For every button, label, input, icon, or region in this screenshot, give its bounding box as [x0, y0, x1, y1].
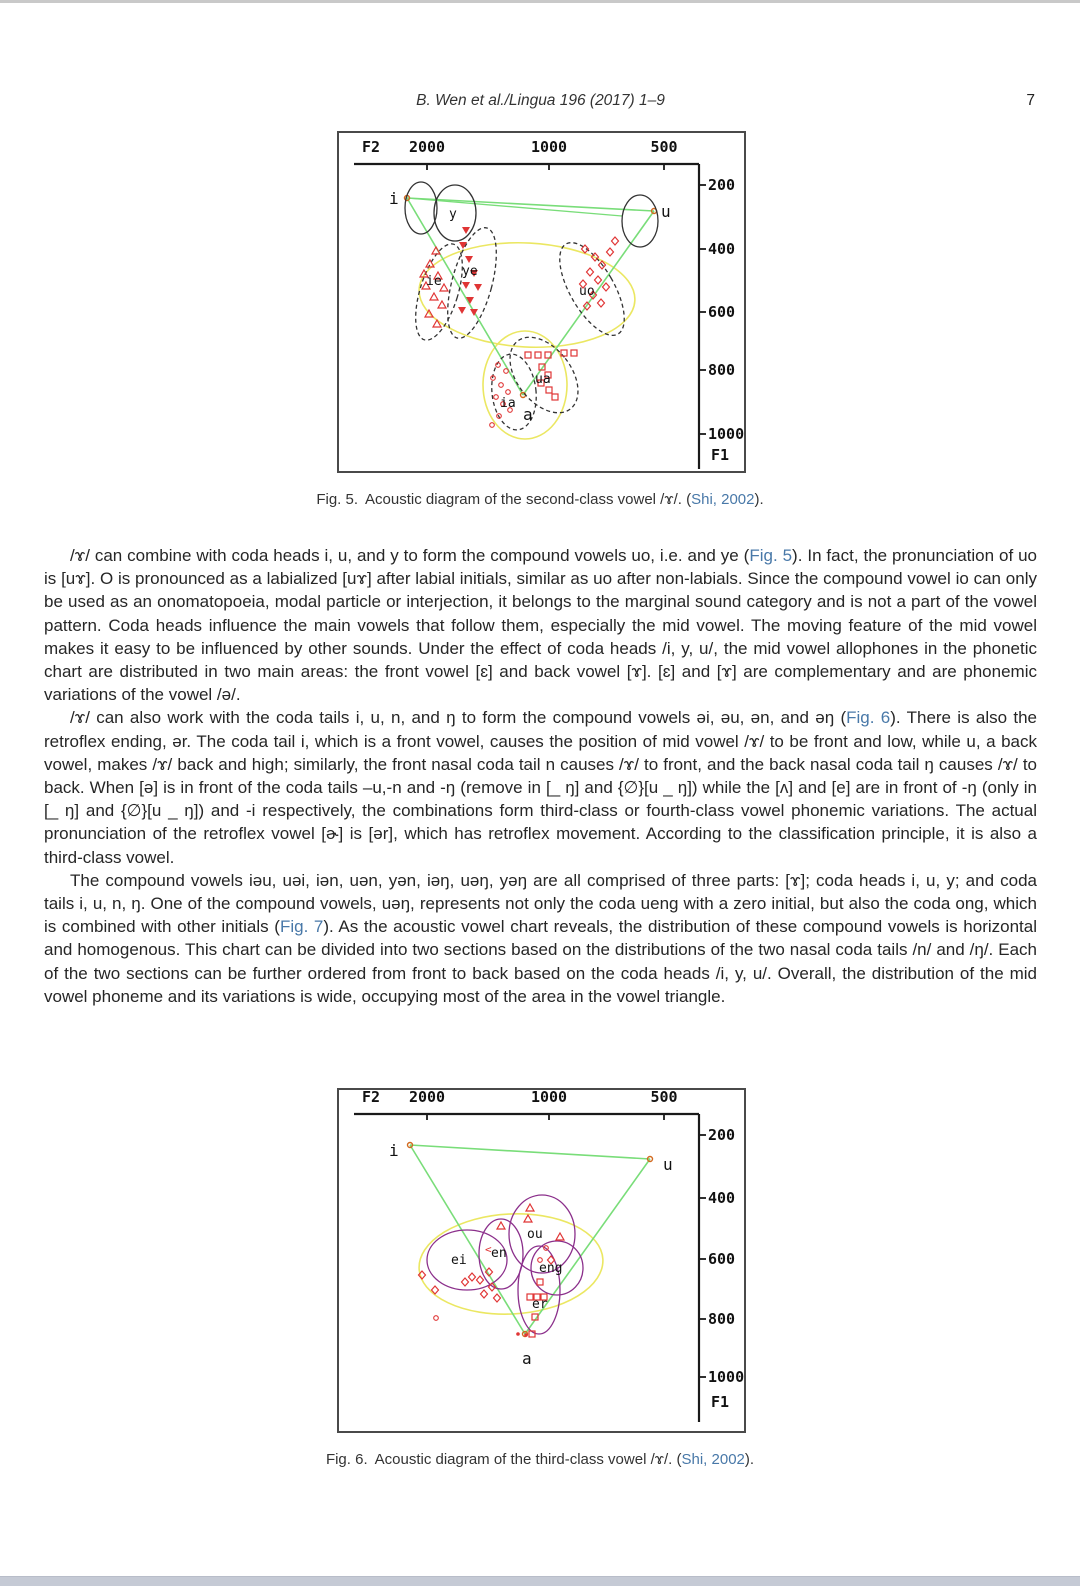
vowel-label-uo: uo	[579, 284, 595, 299]
vowel-label-en: en	[491, 1246, 507, 1261]
vowel-label-eng: eng	[539, 1261, 563, 1276]
vowel-label-ia: ia	[500, 396, 516, 411]
figure6-caption-label: Fig. 6.	[325, 1451, 368, 1468]
paragraph	[44, 544, 1037, 706]
vowel-label-ie: ie	[426, 274, 442, 289]
f2-axis-label: F2	[362, 138, 381, 156]
f1-axis	[699, 164, 744, 469]
vowel-label-ye: ye	[462, 264, 478, 279]
f2-axis	[354, 138, 699, 170]
f1-tick-label: 1000	[708, 1368, 744, 1386]
f1-tick-label: 200	[708, 1126, 736, 1144]
vowel-label-u: u	[661, 202, 671, 221]
paragraph	[44, 706, 1037, 868]
vowel-label-ei: ei	[451, 1253, 467, 1268]
article-text	[44, 544, 1037, 1008]
f1-axis	[699, 1114, 744, 1422]
f1-tick-label: 800	[708, 361, 736, 379]
vowel-label-i: i	[389, 1141, 399, 1160]
figure5	[337, 131, 746, 473]
vowel-label-er: er	[532, 1297, 548, 1312]
vowel-label-i: i	[389, 189, 399, 208]
paragraph	[44, 869, 1037, 1008]
body-text: /ɤ/ can combine with coda heads i, u, and y to form the compound vowels uo, i.e. and ye (	[70, 546, 750, 565]
f2-tick-label: 1000	[530, 1090, 568, 1106]
f2-axis	[354, 1090, 699, 1120]
f2-axis-label: F2	[362, 1090, 381, 1106]
f2-tick-label: 2000	[408, 1090, 446, 1106]
figure6-caption-citation-link[interactable]: Shi, 2002	[681, 1451, 745, 1468]
running-header	[44, 92, 1037, 112]
body-text: /ɤ/ can also work with the coda tails i, u, n, and ŋ to form the compound vowels əi, əu, ən, and əŋ (	[70, 708, 847, 728]
journal-header: B. Wen et al./Lingua 196 (2017) 1–9	[416, 92, 665, 109]
f2-tick-label: 1000	[530, 138, 568, 156]
figure5-caption-citation-link[interactable]: Shi, 2002	[691, 491, 755, 508]
vowel-label-a: a	[522, 1349, 532, 1368]
vowel-labels	[389, 1141, 673, 1368]
vowel-triangle	[405, 196, 657, 398]
vowel-label-ua: ua	[535, 372, 551, 387]
f1-tick-label: 600	[708, 1250, 736, 1268]
vowel-label-ou: ou	[527, 1227, 543, 1242]
top-border	[0, 0, 1080, 3]
f1-tick-label: 1000	[708, 425, 744, 443]
svg-text:<: <	[485, 1243, 492, 1256]
body-text: ). There is also the retroflex ending, ər. The coda tail i, which is a front vowel, causes the position of mid vowel /ɤ/ to be front and low, while u, a back vowel, makes /ɤ/ back and high; similarly, the front nasal coda tail n causes /ɤ/ to front, and the back nasal coda tail ŋ causes /ɤ/ to back. When [ə] is in front of the coda tails –u,-n and -ŋ (remove in [_ ŋ] and {∅}[u _ ŋ]) while the [ʌ] and [e] are in front of -ŋ (only in [_ ŋ] and {∅}[u _ ŋ]) and -i respectively, the combinations form third-class or fourth-class vowel phonemic variations. The actual pronunciation of the retroflex vowel [ɚ] is [ər], which has retroflex movement. According to the classification principle, it is also a third-class vowel.	[44, 708, 1037, 867]
figure5-caption-text: Acoustic diagram of the second-class vowel /ɤ/. (	[365, 491, 692, 508]
f1-tick-label: 400	[708, 1189, 736, 1207]
page-number: 7	[1026, 92, 1035, 109]
figure-reference-link[interactable]: Fig. 6	[846, 708, 891, 728]
yellow-group-ellipses	[417, 1209, 606, 1318]
f2-tick-label: 2000	[408, 138, 446, 156]
f1-tick-label: 800	[708, 1310, 736, 1328]
f2-tick-label: 500	[650, 1090, 678, 1106]
vowel-label-u: u	[663, 1155, 673, 1174]
figure5-caption-close: ).	[754, 491, 764, 508]
f1-tick-label: 200	[708, 176, 736, 194]
figure-reference-link[interactable]: Fig. 7	[279, 917, 324, 937]
vowel-labels	[389, 189, 671, 424]
vowel-label-y: y	[449, 207, 457, 222]
figure6-caption	[0, 1451, 1080, 1468]
figure5-diagram	[339, 133, 744, 471]
f2-tick-label: 500	[650, 138, 678, 156]
figure6-caption-close: ).	[744, 1451, 755, 1468]
f1-axis-label: F1	[711, 1393, 730, 1411]
vowel-label-a: a	[523, 405, 533, 424]
figure6-caption-text: Acoustic diagram of the third-class vowel /ɤ/. (	[374, 1451, 682, 1468]
figure-reference-link[interactable]: Fig. 5	[749, 546, 793, 565]
f1-tick-label: 400	[708, 240, 736, 258]
figure5-caption-label: Fig. 5.	[316, 491, 359, 508]
vowel-region-ellipses	[405, 182, 658, 432]
figure6-diagram	[339, 1090, 744, 1431]
body-text: ). In fact, the pronunciation of uo is [uɤ]. O is pronounced as a labialized [uɤ] after labial initials, similar as uo after non-labials. Since the compound vowel io can only be used as an onomatopoeia, modal particle or interjection, it belongs to the marginal sound category and is not a part of the vowel pattern. Coda heads influence the main vowels that follow them, especially the mid vowel. The moving feature of the mid vowel makes it easy to be influenced by other sounds. Under the effect of coda heads /i, y, u/, the mid vowel allophones in the phonetic chart are distributed in two main areas: the front vowel [ɛ] and back vowel [ɤ]. [ɛ] and [ɤ] are complementary and are phonemic variations of the vowel /ə/.	[44, 546, 1037, 705]
figure6	[337, 1088, 746, 1433]
figure5-caption	[0, 491, 1080, 508]
body-text: ). As the acoustic vowel chart reveals, the distribution of these compound vowels is horizontal and homogenous. This chart can be divided into two sections based on the distributions of the two nasal coda tails /n/ and /ŋ/. Each of the two sections can be further ordered from front to back based on the coda heads /i, y, u/. Overall, the distribution of the mid vowel phoneme and its variations is wide, occupying most of the area in the vowel triangle.	[44, 917, 1037, 1006]
body-text: The compound vowels iəu, uəi, iən, uən, yən, iəŋ, uəŋ, yəŋ are all comprised of three parts: [ɤ]; coda heads i, u, y; and coda tails i, u, n, ŋ. One of the compound vowels, uəŋ, represents not only the coda ueng with a zero initial, but also the coda ong, which is combined with other initials (	[44, 870, 1037, 937]
f1-axis-label: F1	[711, 446, 730, 464]
f1-tick-label: 600	[708, 303, 736, 321]
